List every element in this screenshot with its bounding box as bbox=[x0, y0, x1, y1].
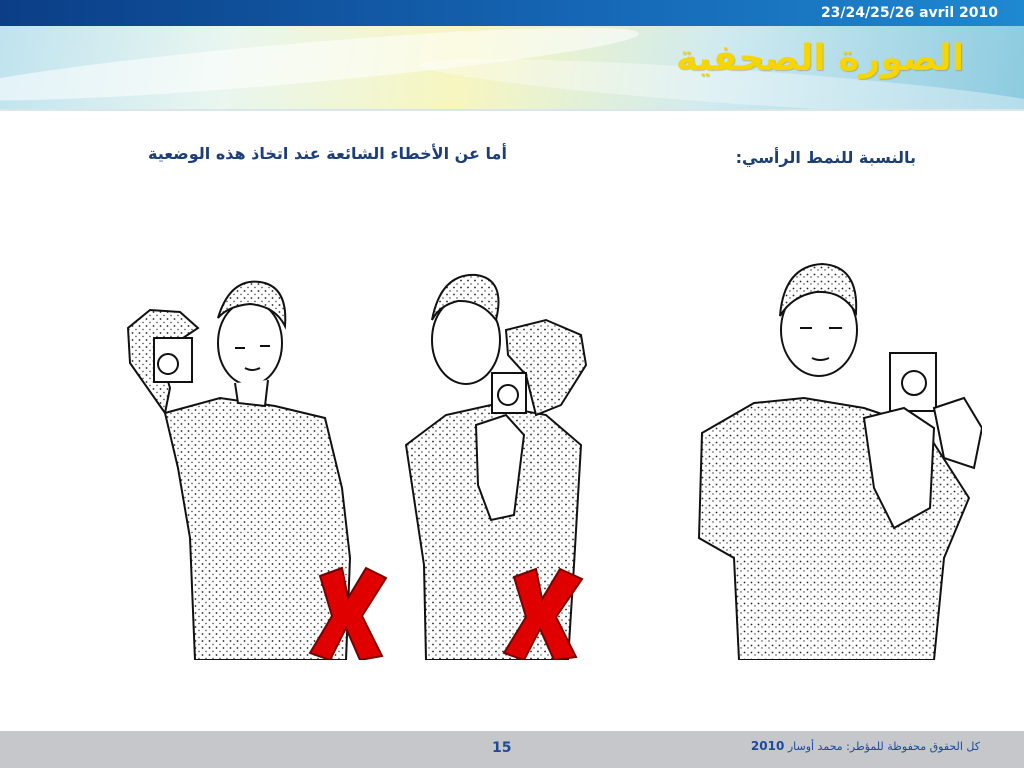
slide-title: الصورة الصحفية bbox=[675, 38, 964, 79]
caption-vertical-mode: بالنسبة للنمط الرأسي: bbox=[735, 148, 916, 167]
date-label: 23/24/25/26 avril 2010 bbox=[820, 5, 998, 21]
copyright-text: كل الحقوق محفوظة للمؤطر: محمد أوسار bbox=[787, 740, 980, 753]
caption-common-mistakes: أما عن الأخطاء الشائعة عند اتخاذ هذه الوضعية bbox=[148, 144, 507, 163]
person-holding-camera-to-eye-image bbox=[396, 265, 596, 660]
copyright-notice bbox=[751, 739, 980, 753]
banner-divider bbox=[0, 109, 1024, 111]
person-holding-camera-vertical-image bbox=[694, 258, 982, 660]
page-number: 15 bbox=[492, 740, 512, 756]
copyright-year: 2010 bbox=[750, 739, 785, 753]
top-bar bbox=[0, 0, 1024, 26]
person-holding-camera-overhead-image bbox=[110, 268, 390, 660]
footer-bar bbox=[0, 731, 1024, 768]
